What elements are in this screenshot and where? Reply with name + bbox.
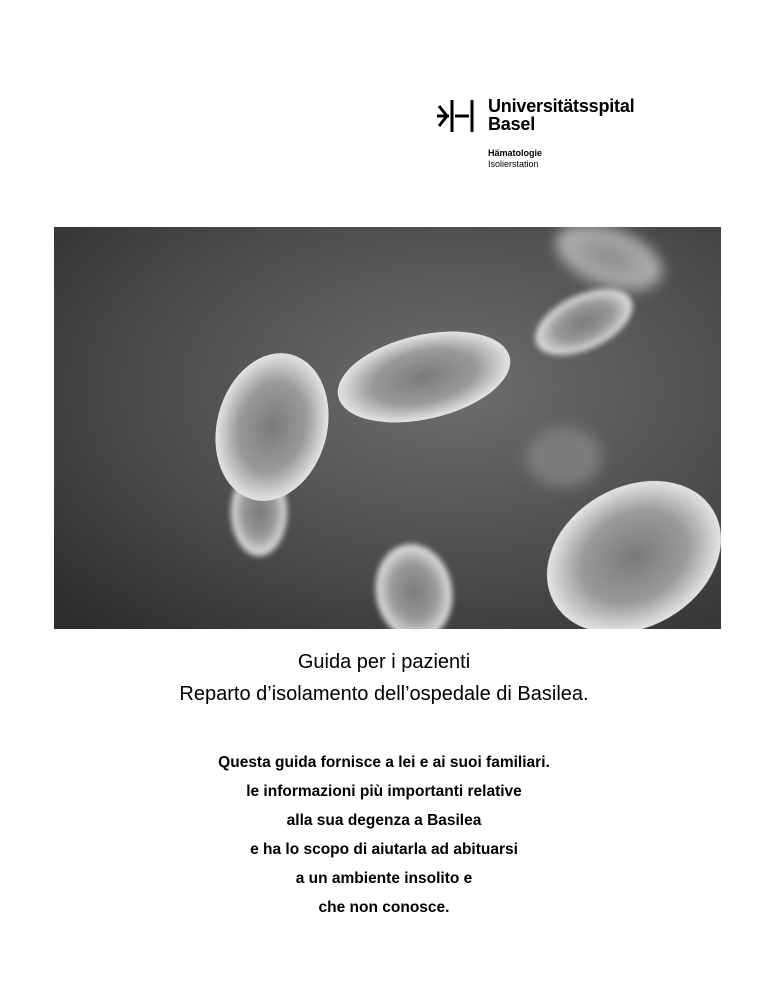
guide-subtitle: Reparto d’isolamento dell’ospedale di Basilea. — [179, 683, 589, 705]
blood-cells-photo — [54, 227, 721, 629]
intro-line: Questa guida fornisce a lei e ai suoi familiari. — [218, 754, 550, 771]
department-name: Hämatologie — [488, 148, 543, 158]
intro-line: a un ambiente insolito e — [295, 870, 473, 887]
intro-line: che non conosce. — [318, 899, 450, 916]
hospital-name-line2: Basel — [488, 114, 536, 134]
intro-line: le informazioni più importanti relative — [246, 783, 522, 800]
intro-line: alla sua degenza a Basilea — [286, 812, 482, 829]
hospital-name — [488, 97, 634, 133]
guide-title: Guida per i pazienti — [297, 651, 471, 673]
hospital-name-line1: Universitätsspital — [488, 96, 635, 116]
intro-line: e ha lo scopo di aiutarla ad abituarsi — [250, 841, 518, 858]
unit-name: Isolierstation — [488, 159, 539, 169]
logo-mark-icon — [437, 98, 483, 134]
department-label — [488, 148, 542, 170]
intro-text — [0, 752, 768, 926]
hospital-logo — [437, 98, 677, 178]
red-blood-cells-photo-icon — [54, 227, 721, 629]
